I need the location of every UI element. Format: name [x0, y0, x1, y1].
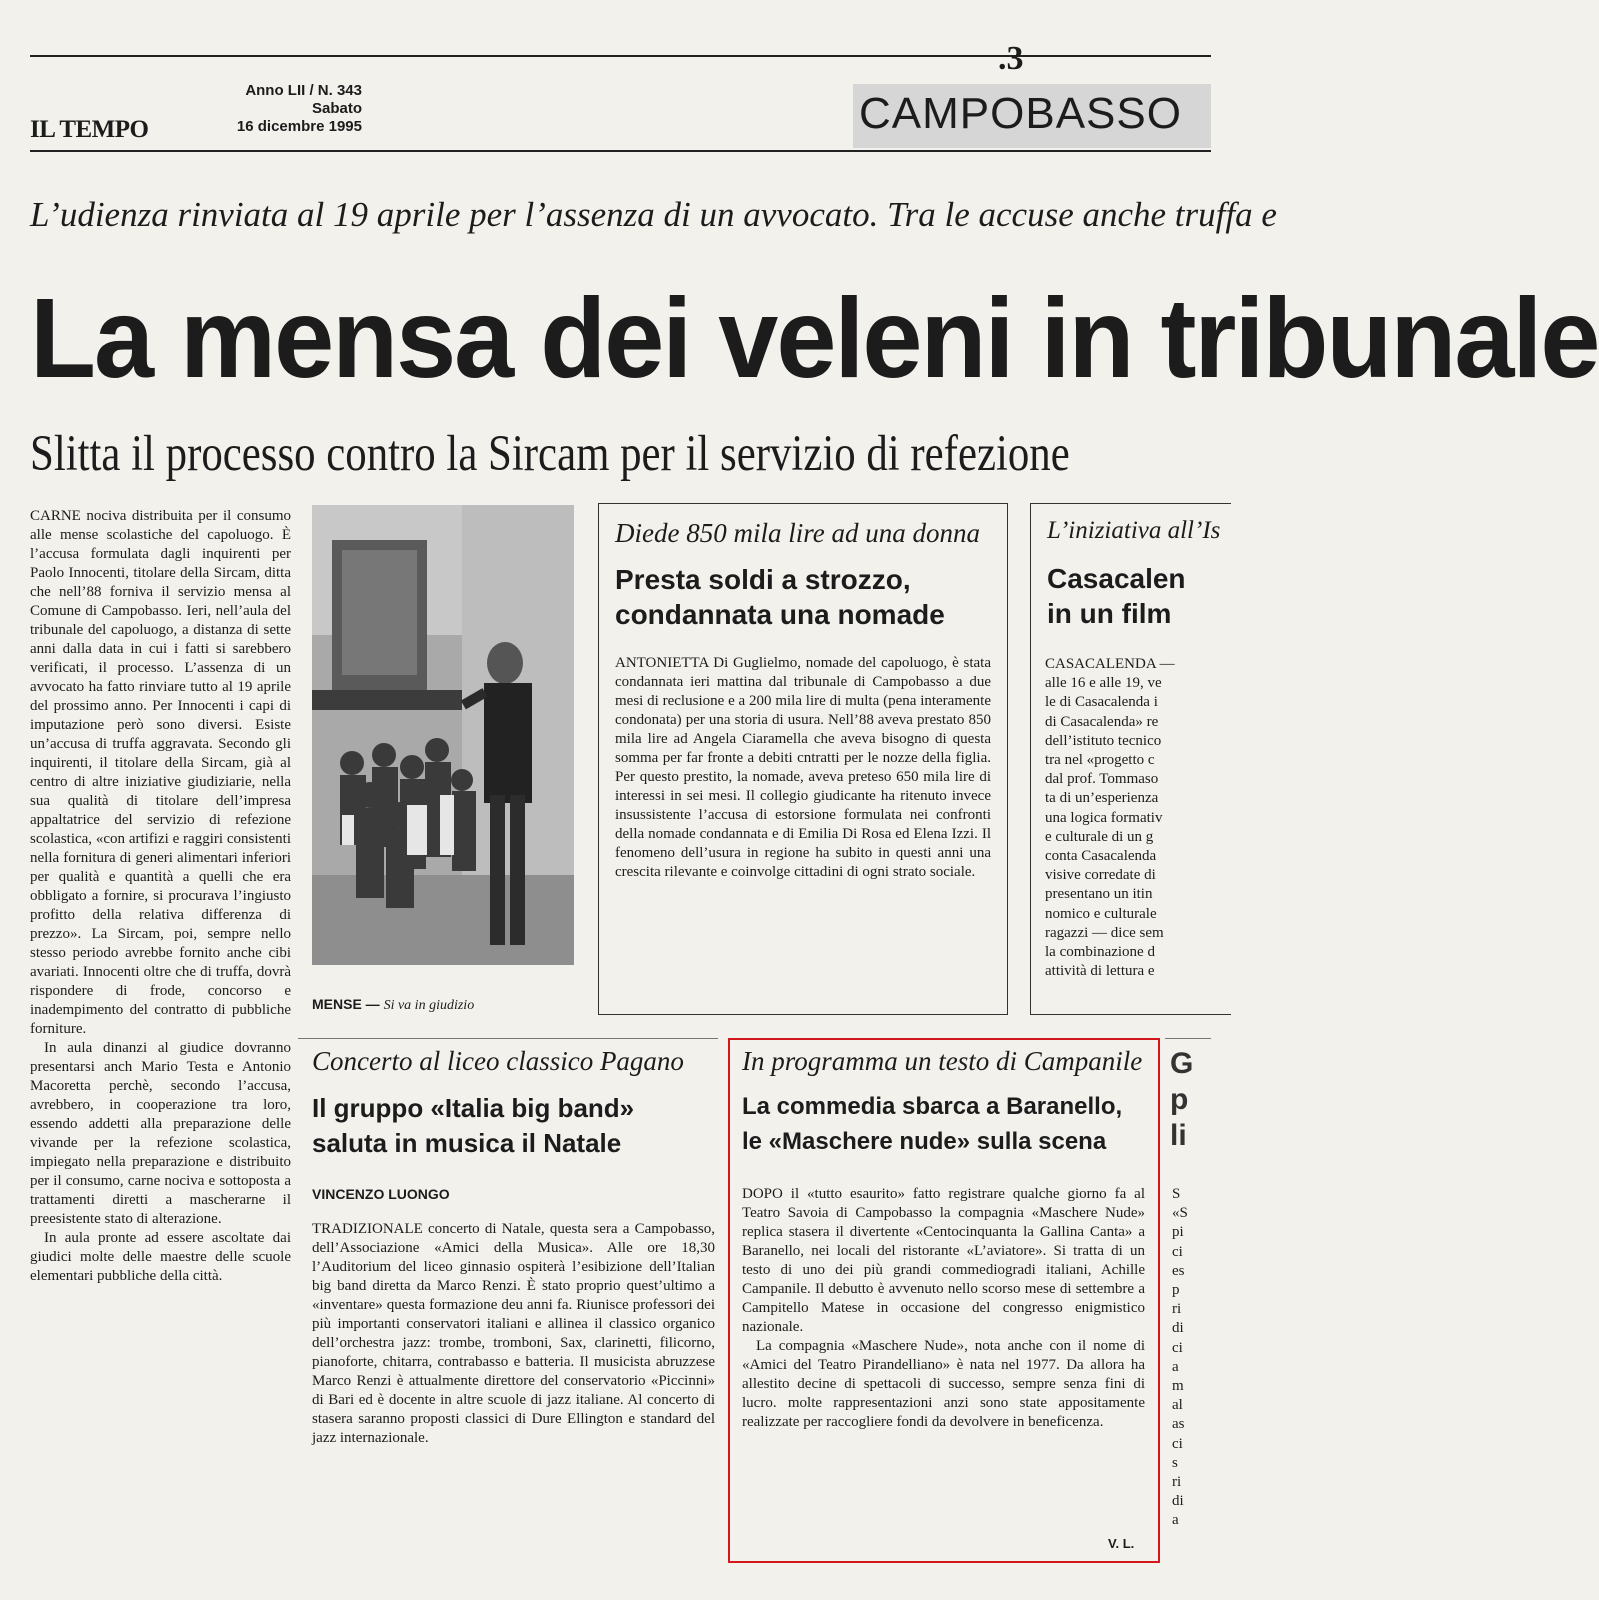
casacalenda-line: visive corredate di	[1045, 867, 1156, 884]
mense-photo	[312, 505, 574, 965]
commedia-headline-1: La commedia sbarca a Baranello,	[742, 1093, 1123, 1120]
edge-column-fragments	[1172, 1185, 1211, 1565]
casacalenda-line: alle 16 e alle 19, ve	[1045, 675, 1162, 692]
casacalenda-line: tra nel «progetto c	[1045, 752, 1155, 769]
edge-fragment: «S	[1172, 1205, 1188, 1222]
commedia-article-body	[742, 1185, 1145, 1525]
edge-column-headline-glyphs: G p li	[1170, 1047, 1194, 1152]
edge-fragment: S	[1172, 1186, 1181, 1202]
edge-fragment: ri	[1172, 1301, 1182, 1318]
edge-fragment: ci	[1172, 1339, 1183, 1356]
lead-subhead: Slitta il processo contro la Sircam per il servizio di refezione	[30, 426, 1070, 482]
edge-fragment: as	[1172, 1416, 1185, 1433]
edge-column-divider	[1165, 1038, 1211, 1039]
masthead-top-rule	[30, 55, 1211, 57]
lead-paragraph: CARNE nociva distribuita per il consumo alle mense scolastiche del capoluogo. È l’accusa formulata dagli inquirenti per Paolo Innocenti, titolare della Sircam, ditta che nell’88 forniva il servizio mensa al Comune di Campobasso. Ieri, nell’aula del tribunale del capoluogo, a distanza di sette anni dalla data in cui i fatti si sarebbero verificati, il processo. L’assenza di un avvocato ha fatto rinviare tutto al 19 aprile del prossimo anno. Per Innocenti i capi di imputazione però sono diversi. Esiste un’accusa di truffa aggravata. Secondo gli inquirenti, il titolare della Sircam, già al centro di altre iniziative giudiziarie, nella sua qualità di titolare dell’impresa appaltatrice del servizio di refezione scolastica, «con artifizi e raggiri consistenti nella fornitura di generi alimentari inferiori per qualità e quantità a quelli che era obbligato a fornire, si procurava l’ingiusto profitto della relativa differenza di prezzo». La Sircam, poi, sempre nello stesso periodo avrebbe fornito anche cibi avariati. Innocenti oltre che di truffa, dovrà rispondere di frode, concorso e inadempimento del contratto di pubbliche forniture.	[30, 508, 291, 1037]
edge-fragment: m	[1172, 1378, 1184, 1395]
children-teacher-photo	[312, 505, 574, 965]
section-banner	[853, 84, 1211, 148]
edge-fragment: ri	[1172, 1474, 1182, 1491]
usura-kicker: Diede 850 mila lire ad una donna	[615, 518, 980, 548]
edge-fragment: di	[1172, 1320, 1184, 1337]
photo-caption	[312, 996, 574, 1014]
commedia-paragraph: La compagnia «Maschere Nude», nota anche con il nome di «Amici del Teatro Pirandelliano» è nata nel 1977. Da allora ha allestito decine di spettacoli di successo, sempre senza fini di lucro. molte rappresentazioni anzi sono state appositamente realizzate per raccogliere fondi da devolvere in beneficenza.	[742, 1338, 1145, 1430]
usura-headline-2: condannata una nomade	[615, 599, 945, 630]
commedia-paragraph: DOPO il «tutto esaurito» fatto registrare qualche giorno fa al Teatro Savoia di Campobasso la compagnia «Maschere Nude» replica stasera il divertente «Centocinquanta la Gallina Canta» a Baranello, nei locali del ristorante «L’aviatore». Si tratta di un testo di uno dei più grandi commediogradi italiani, Achille Campanile. Il debutto è avvenuto nello scorso mese di settembre a Campitello Matese in occasione del congresso enigmistico nazionale.	[742, 1186, 1145, 1335]
casacalenda-headline-2: in un film	[1047, 598, 1172, 629]
casacalenda-line: dal prof. Tommaso	[1045, 771, 1159, 788]
photo-caption-label: MENSE —	[312, 996, 380, 1012]
section-name: CAMPOBASSO	[859, 89, 1182, 138]
casacalenda-line: e culturale di un g	[1045, 828, 1154, 845]
casacalenda-kicker: L’iniziativa all’Is	[1047, 517, 1221, 544]
issue-number: Anno LII / N. 343	[245, 82, 362, 99]
issue-day: Sabato	[311, 100, 362, 117]
edge-fragment: p	[1172, 1282, 1180, 1299]
edge-fragment: pi	[1172, 1224, 1184, 1241]
concerto-byline: VINCENZO LUONGO	[312, 1186, 450, 1202]
casacalenda-article-body	[1045, 655, 1211, 1005]
issue-block	[190, 82, 362, 136]
casacalenda-line: presentano un itin	[1045, 886, 1153, 903]
usura-headline-1: Presta soldi a strozzo,	[615, 564, 911, 595]
edge-fragment: ci	[1172, 1243, 1183, 1260]
casacalenda-line: di Casacalenda» re	[1045, 713, 1159, 730]
usura-article-box	[598, 503, 1008, 1015]
casacalenda-line: una logica formativ	[1045, 809, 1163, 826]
casacalenda-line: conta Casacalenda	[1045, 848, 1157, 865]
concerto-headline-1: Il gruppo «Italia big band»	[312, 1093, 635, 1123]
lead-headline: La mensa dei veleni in tribunale	[30, 273, 1599, 401]
edge-fragment: di	[1172, 1493, 1184, 1510]
photo-caption-text: Si va in giudizio	[383, 998, 475, 1013]
lead-paragraph: In aula dinanzi al giudice dovranno presentarsi anch Mario Testa e Antonio Macoretta perchè, secondo l’accusa, avrebbero, in cooperazione tra loro, essendo addetti alla preparazione delle vivande per la refezione scolastica, impiegato nella preparazione e distribuito per il consumo, carne nociva e sottoposta a trattamenti diretti a mascherarne il preesistente stato di alterazione.	[30, 1040, 291, 1227]
edge-fragment: al	[1172, 1397, 1183, 1414]
casacalenda-headline-1: Casacalen	[1047, 563, 1186, 594]
casacalenda-line: CASACALENDA —	[1045, 656, 1175, 672]
concerto-article-body: TRADIZIONALE concerto di Natale, questa sera a Campobasso, dell’Associazione «Amici della Musica». Alle ore 18,30 l’Auditorium del liceo ginnasio ospiterà l’esibizione dell’Italian big band diretta da Marco Renzi. È stato proprio quest’ultimo a «inventare» questa formazione deu anni fa. Riunisce professori dei più importanti conservatori italiani e allinea il classico organico dell’orchestra jazz: trombe, tromboni, Sax, clarinetti, filicorno, pianoforte, chitarra, contrabasso e batteria. Il musicista abruzzese Marco Renzi è attualmente direttore del conservatorio «Piccinni» di Bari ed è docente in altre scuole di jazz italiane. Al concerto di stasera saranno proposti classici di Dure Ellington e standard del jazz internazionale.	[312, 1221, 715, 1446]
edge-fragment: a	[1172, 1358, 1179, 1375]
concerto-divider	[298, 1038, 718, 1039]
page-number: .3	[998, 40, 1024, 77]
issue-date: 16 dicembre 1995	[236, 118, 362, 135]
casacalenda-line: ragazzi — dice sem	[1045, 924, 1164, 941]
casacalenda-line: le di Casacalenda i	[1045, 694, 1158, 711]
lead-paragraph: In aula pronte ad essere ascoltate dai giudici molte delle maestre delle scuole elementari pubbliche della città.	[30, 1230, 291, 1284]
masthead-bottom-rule	[30, 150, 1211, 152]
concerto-headline-2: saluta in musica il Natale	[312, 1128, 622, 1158]
casacalenda-line: la combinazione d	[1045, 944, 1155, 961]
commedia-initials: V. L.	[1108, 1536, 1135, 1551]
casacalenda-line: ta di un’esperienza	[1045, 790, 1159, 807]
edge-fragment: ci	[1172, 1435, 1183, 1452]
usura-article-body: ANTONIETTA Di Guglielmo, nomade del capoluogo, è stata condannata ieri mattina dal tribunale di Campobasso a due mesi di reclusione e a 200 mila lire di multa (pena interamente condonata) per una storia di usura. Nell’88 aveva prestato 850 mila lire ad Angela Ciaramella che aveva bisogno di questa somma per far fronte a debiti cntratti per le nozze della figlia. Per questo prestito, la nomade, aveva preteso 650 mila lire di interessi in sei mesi. Il collegio giudicante ha ritenuto invece insussistente l’accusa di estorsione formulata nei confronti della nomade condannata e di Emilia Di Rosa ed Elena Izzi. Il fenomeno dell’usura in regione ha subito in questi anni una crescita rilevante e coinvolge cittadini di ogni strato sociale.	[615, 655, 991, 880]
edge-fragment: s	[1172, 1454, 1178, 1471]
concerto-kicker: Concerto al liceo classico Pagano	[312, 1046, 684, 1076]
casacalenda-line: dell’istituto tecnico	[1045, 732, 1162, 749]
casacalenda-line: attività di lettura e	[1045, 963, 1155, 980]
edge-fragment: es	[1172, 1262, 1185, 1279]
commedia-kicker: In programma un testo di Campanile	[742, 1046, 1143, 1076]
casacalenda-line: nomico e culturale	[1045, 905, 1157, 922]
edge-fragment: a	[1172, 1512, 1179, 1529]
paper-name: IL TEMPO	[30, 116, 149, 143]
lead-kicker: L’udienza rinviata al 19 aprile per l’assenza di un avvocato. Tra le accuse anche truffa e	[30, 195, 1277, 234]
lead-article-body	[30, 507, 291, 1572]
commedia-headline-2: le «Maschere nude» sulla scena	[742, 1128, 1107, 1155]
